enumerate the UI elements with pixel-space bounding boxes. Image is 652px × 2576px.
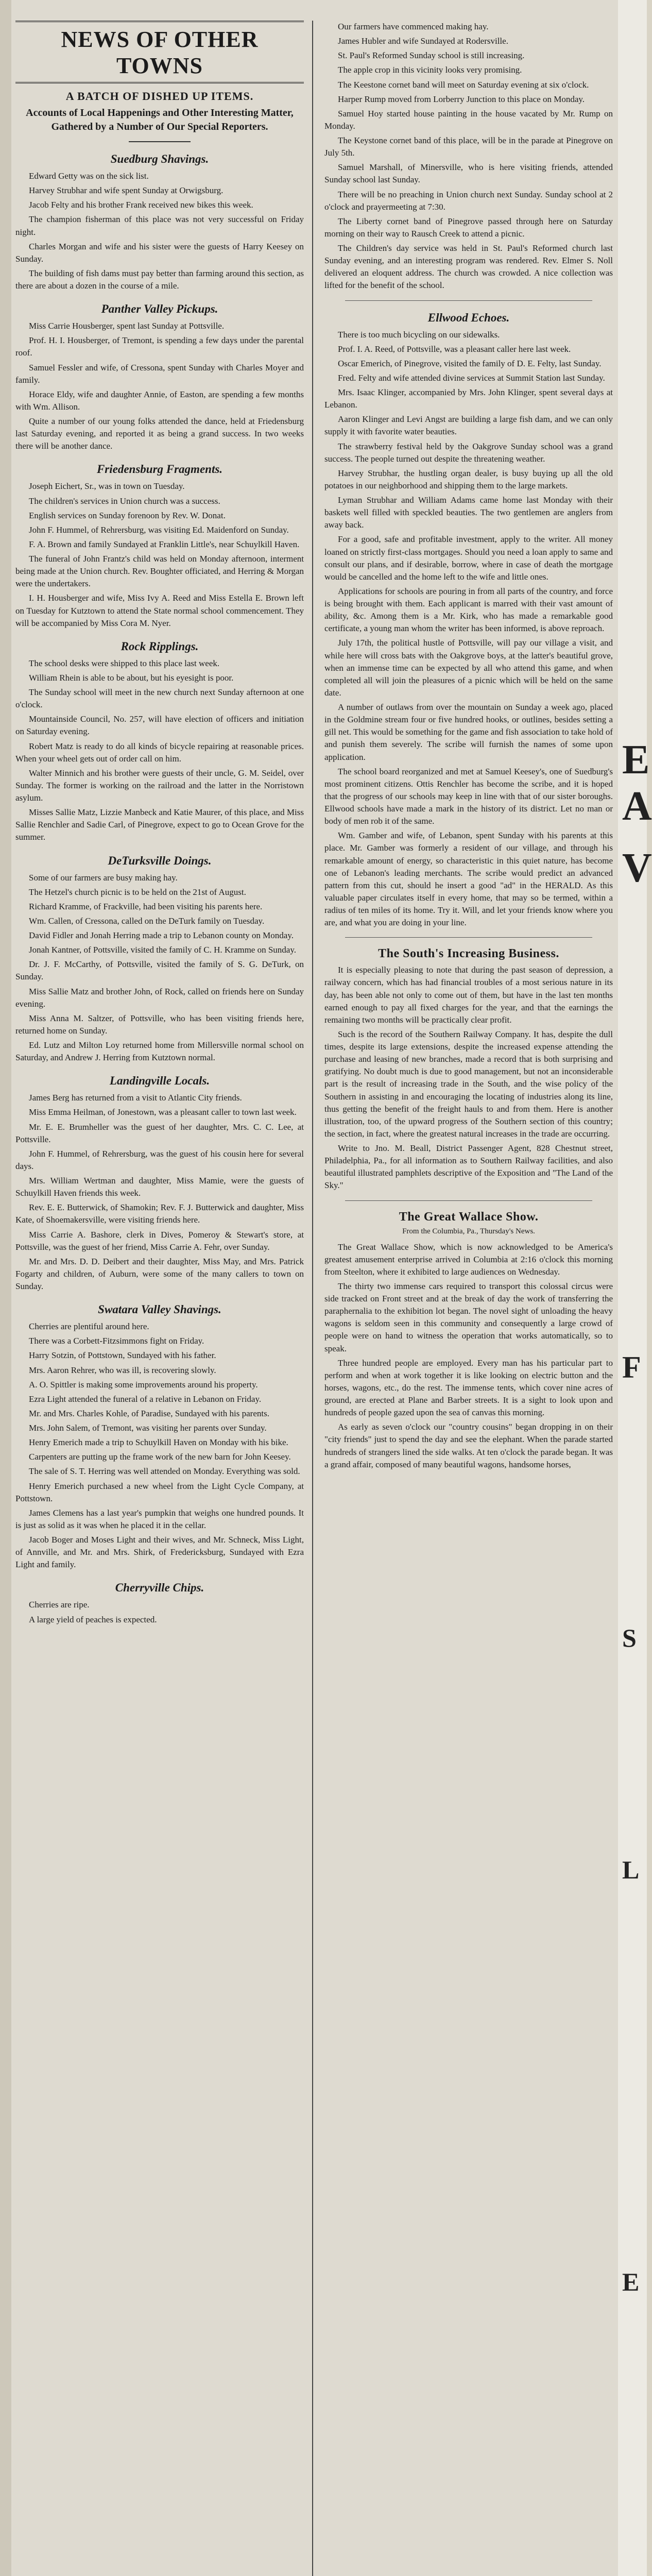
rule bbox=[345, 937, 592, 938]
news-item: Wm. Callen, of Cressona, called on the DeTurk family on Tuesday. bbox=[29, 916, 265, 926]
news-item: Ed. Lutz and Milton Loy returned home from Millersville normal school on Saturday, and Andrew J. Herring from Kutztown normal. bbox=[15, 1040, 304, 1063]
news-item: Samuel Fessler and wife, of Cressona, spent Sunday with Charles Moyer and family. bbox=[15, 362, 304, 385]
news-item: A number of outlaws from over the mountain on Sunday a week ago, placed in the Goldmine stream four or five hundred hooks, or outlines, besides setting a gill net. This would be something for the game and fish association to take hold of and punish them severely. The scribe will furnish the names of some upon application. bbox=[324, 702, 613, 762]
news-item: Harper Rump moved from Lorberry Junction to this place on Monday. bbox=[338, 94, 585, 104]
news-item: Mrs. William Wertman and daughter, Miss Mamie, were the guests of Schuylkill Haven friends this week. bbox=[15, 1176, 304, 1198]
news-item: Fred. Felty and wife attended divine services at Summit Station last Sunday. bbox=[338, 372, 605, 383]
lead-items bbox=[324, 21, 613, 292]
news-item: Charles Morgan and wife and his sister were the guests of Harry Keesey on Sunday. bbox=[15, 241, 304, 264]
news-item: Mrs. Aaron Rehrer, who was ill, is recovering slowly. bbox=[29, 1365, 216, 1375]
adjacent-clipping-edge bbox=[618, 0, 652, 2576]
headline-south: The South's Increasing Business. bbox=[378, 947, 559, 961]
south-items bbox=[324, 964, 613, 1192]
news-item: St. Paul's Reformed Sunday school is still increasing. bbox=[338, 50, 525, 61]
section-title: DeTurksville Doings. bbox=[108, 854, 212, 867]
headline-wallace: The Great Wallace Show. bbox=[399, 1210, 539, 1224]
news-item: Edward Getty was on the sick list. bbox=[29, 171, 149, 181]
news-item: Ezra Light attended the funeral of a relative in Lebanon on Friday. bbox=[29, 1394, 262, 1404]
section-title: Friedensburg Fragments. bbox=[96, 463, 223, 476]
news-item: Mountainside Council, No. 257, will have election of officers and initiation on Saturday evening. bbox=[15, 714, 304, 737]
news-item: The Keestone cornet band will meet on Saturday evening at six o'clock. bbox=[338, 79, 589, 90]
news-item: Harvey Strubhar, the hustling organ dealer, is busy buying up all the old potatoes in our neighborhood and shipping them to the large markets. bbox=[324, 468, 613, 490]
masthead bbox=[15, 21, 304, 83]
news-item: The Keystone cornet band of this place, will be in the parade at Pinegrove on July 5th. bbox=[324, 135, 613, 158]
news-item: Joseph Eichert, Sr., was in town on Tuesday. bbox=[29, 481, 185, 492]
rule bbox=[345, 300, 592, 301]
column-right bbox=[324, 21, 613, 1473]
subhead: A BATCH OF DISHED UP ITEMS. bbox=[65, 90, 254, 103]
news-item: F. A. Brown and family Sundayed at Franklin Little's, near Schuylkill Haven. bbox=[29, 539, 300, 549]
edge-fragment: V bbox=[622, 845, 652, 891]
news-item: Henry Emerich made a trip to Schuylkill Haven on Monday with his bike. bbox=[29, 1437, 288, 1448]
news-item: James Berg has returned from a visit to Atlantic City friends. bbox=[29, 1093, 242, 1103]
news-item: Oscar Emerich, of Pinegrove, visited the family of D. E. Felty, last Sunday. bbox=[338, 358, 602, 368]
news-item: The strawberry festival held by the Oakgrove Sunday school was a grand success. The people turned out despite the threatening weather. bbox=[324, 441, 613, 464]
subdeck-wallace: From the Columbia, Pa., Thursday's News. bbox=[402, 1227, 535, 1235]
news-item: Samuel Hoy started house painting in the house vacated by Mr. Rump on Monday. bbox=[324, 108, 613, 131]
news-item: The funeral of John Frantz's child was held on Monday afternoon, interment being made at the Union church. Rev. Boughter officiated, and Herring & Morgan were the undertakers. bbox=[15, 554, 304, 589]
news-item: Robert Matz is ready to do all kinds of bicycle repairing at reasonable prices. When your wheel gets out of order call on him. bbox=[15, 741, 304, 764]
news-item: It is especially pleasing to note that during the past season of depression, a railway concern, which has had financial troubles of a most serious nature in its day, has been able not only to come out of them, but have in the last ten months earned enough to pay all fixed charges for the year, and that the earnings the remaining two months will be practically clear profit. bbox=[324, 965, 613, 1025]
news-item: Samuel Marshall, of Minersville, who is here visiting friends, attended Sunday school last Sunday. bbox=[324, 162, 613, 185]
news-item: The apple crop in this vicinity looks very promising. bbox=[338, 65, 522, 75]
news-item: The sale of S. T. Herring was well attended on Monday. Everything was sold. bbox=[29, 1466, 300, 1477]
edge-fragment: F bbox=[622, 1350, 641, 1384]
edge-fragment: A bbox=[622, 784, 652, 829]
news-item: As early as seven o'clock our "country cousins" began dropping in on their "city friends" just to spend the day and see the elephant. When the parade started hundreds of strangers lined the side walks. At ten o'clock the parade began. It was a grand affair, composed of many beautiful wagons, handsome horses, bbox=[324, 1422, 613, 1469]
news-item: William Rhein is able to be about, but his eyesight is poor. bbox=[29, 672, 234, 683]
news-item: The thirty two immense cars required to transport this colossal circus were side tracked on Front street and at the break of day the work of transferring the paraphernalia to the exhibition lot began. The novel sight of unloading the heavy wagons is seldom seen in this community and consequently a large crowd of people were on hand to witness the operation that works automatically, so to speak. bbox=[324, 1281, 613, 1353]
news-item: David Fidler and Jonah Herring made a trip to Lebanon county on Monday. bbox=[29, 930, 294, 940]
masthead-title: NEWS OF OTHER TOWNS bbox=[61, 27, 259, 78]
news-item: Jacob Felty and his brother Frank received new bikes this week. bbox=[29, 200, 253, 210]
news-item: There is too much bicycling on our sidewalks. bbox=[338, 329, 500, 340]
edge-fragment: S bbox=[622, 1623, 637, 1652]
section-title: Landingville Locals. bbox=[109, 1074, 210, 1088]
page-gutter bbox=[0, 0, 11, 2576]
news-item: Prof. H. I. Housberger, of Tremont, is spending a few days under the parental roof. bbox=[15, 335, 304, 358]
edge-fragment: L bbox=[622, 1855, 640, 1884]
news-item: Mrs. Isaac Klinger, accompanied by Mrs. John Klinger, spent several days at Lebanon. bbox=[324, 387, 613, 410]
ellwood-items bbox=[324, 329, 613, 929]
wallace-items bbox=[324, 1241, 613, 1471]
news-item: Miss Emma Heilman, of Jonestown, was a pleasant caller to town last week. bbox=[29, 1107, 297, 1117]
news-item: The Sunday school will meet in the new church next Sunday afternoon at one o'clock. bbox=[15, 687, 304, 710]
news-item: Dr. J. F. McCarthy, of Pottsville, visited the family of S. G. DeTurk, on Sunday. bbox=[15, 959, 304, 982]
news-item: Misses Sallie Matz, Lizzie Manbeck and Katie Maurer, of this place, and Miss Sallie Renchler and Sadie Carl, of Pinegrove, expect to go to Ocean Grove for the summer. bbox=[15, 807, 304, 842]
news-item: Richard Kramme, of Frackville, had been visiting his parents here. bbox=[29, 901, 263, 911]
news-item: Mrs. John Salem, of Tremont, was visiting her parents over Sunday. bbox=[29, 1423, 267, 1433]
news-item: Quite a number of our young folks attended the dance, held at Friedensburg last Saturday evening, and reported it as being a grand success. In two weeks there will be another dance. bbox=[15, 416, 304, 451]
news-item: Henry Emerich purchased a new wheel from the Light Cycle Company, at Pottstown. bbox=[15, 1481, 304, 1503]
news-item: The school desks were shipped to this place last week. bbox=[29, 658, 220, 668]
section-title: Cherryville Chips. bbox=[115, 1581, 204, 1595]
news-item: Jonah Kantner, of Pottsville, visited the family of C. H. Kramme on Sunday. bbox=[29, 945, 296, 955]
news-item: Mr. and Mrs. Charles Kohle, of Paradise, Sundayed with his parents. bbox=[29, 1408, 269, 1418]
left-sections bbox=[15, 152, 304, 1626]
edge-fragment: E bbox=[622, 2267, 640, 2296]
news-item: The school board reorganized and met at Samuel Keesey's, one of Suedburg's most prominent citizens. Ottis Renchler has become the scribe, and it is hoped that the progress of our schools may keep in line with that of our sister boroughs. Ellwood schools have made a mark in the history of its district. Let no man or body of men rob it of the same. bbox=[324, 766, 613, 826]
news-item: The Hetzel's church picnic is to be held on the 21st of August. bbox=[29, 887, 246, 897]
news-item: There will be no preaching in Union church next Sunday. Sunday school at 2 o'clock and prayermeeting at 7:30. bbox=[324, 189, 613, 212]
news-item: Wm. Gamber and wife, of Lebanon, spent Sunday with his parents at this place. Mr. Gamber was formerly a resident of our village, and through his remarkable amount of energy, so characteristic in this quiet nature, has become one of Lebanon's leading merchants. The scribe would predict an advanced pattern from this cut, should he insert a good "ad" in the HERALD. As this valuable paper circulates itself in every home, that may so be termed, within a radius of ten miles of its home. Try it. Will, and let your friends know where you are, and what you are doing in your line. bbox=[324, 831, 613, 928]
news-item: Walter Minnich and his brother were guests of their uncle, G. M. Seidel, over Sunday. The former is working on the railroad and the latter in the Norristown asylum. bbox=[15, 768, 304, 803]
news-item: July 17th, the political hustle of Pottsville, will pay our village a visit, and while here will cross bats with the Oakgrove boys, at the latter's beautiful grove, when an immense time can be expected by all who attend this game, and when completed all will join the pleasures of a picnic which will be held on the same date. bbox=[324, 638, 613, 698]
news-item: A. O. Spittler is making some improvements around his property. bbox=[29, 1379, 258, 1389]
section-title: Swatara Valley Shavings. bbox=[98, 1303, 221, 1316]
rule bbox=[345, 1200, 592, 1201]
column-rule bbox=[312, 21, 313, 2576]
news-item: Write to Jno. M. Beall, District Passenger Agent, 828 Chestnut street, Philadelphia, Pa., for all information as to Southern Railway facilities, and also beautiful illustrated pamphlets descriptive of the Exposition and "The Land of the Sky." bbox=[324, 1143, 613, 1191]
section-title-ellwood: Ellwood Echoes. bbox=[427, 311, 510, 324]
section-title: Suedburg Shavings. bbox=[110, 152, 209, 165]
news-item: Prof. I. A. Reed, of Pottsville, was a pleasant caller here last week. bbox=[338, 344, 571, 354]
news-item: I. H. Housberger and wife, Miss Ivy A. Reed and Miss Estella E. Brown left on Tuesday for Kutztown to attend the State normal school commencement. They will be accompanied by Miss Cora M. Nyer. bbox=[15, 593, 304, 628]
news-item: Miss Anna M. Saltzer, of Pottsville, who has been visiting friends here, returned home on Sunday. bbox=[15, 1013, 304, 1036]
section-title: Panther Valley Pickups. bbox=[101, 302, 218, 316]
news-item: James Clemens has a last year's pumpkin that weighs one hundred pounds. It is just as solid as it was when he placed it in the cellar. bbox=[15, 1507, 304, 1530]
news-item: For a good, safe and profitable investment, apply to the writer. All money loaned on strictly first-class mortgages. Should you need a loan apply to same and consult our plans, and if desirable, borrow, where in case of death the mortgage would be cancelled and the home left to the wife and little ones. bbox=[324, 534, 613, 582]
news-item: John F. Hummel, of Rehrersburg, was visiting Ed. Maidenford on Sunday. bbox=[29, 524, 289, 535]
news-item: Cherries are ripe. bbox=[29, 1600, 90, 1610]
news-item: Mr. E. E. Brumheller was the guest of her daughter, Mrs. C. C. Lee, at Pottsville. bbox=[15, 1122, 304, 1144]
news-item: There was a Corbett-Fitzsimmons fight on Friday. bbox=[29, 1336, 204, 1346]
news-item: Aaron Klinger and Levi Angst are building a large fish dam, and we can only supply it with favorite water beauties. bbox=[324, 414, 613, 437]
news-item: Some of our farmers are busy making hay. bbox=[29, 872, 178, 883]
news-item: Applications for schools are pouring in from all parts of the country, and force is being brought with them. Each applicant is marred with their vast amount of ability, &c. Among them is a Mr. Kirk, who has made a remarkable good certificate, a young man whom the writer has been informed, is above reproach. bbox=[324, 586, 613, 634]
news-item: A large yield of peaches is expected. bbox=[29, 1614, 157, 1624]
news-item: Rev. E. E. Butterwick, of Shamokin; Rev. F. J. Butterwick and daughter, Miss Kate, of Shoemakersville, were visiting friends here. bbox=[15, 1202, 304, 1225]
news-item: Cherries are plentiful around here. bbox=[29, 1321, 149, 1332]
news-item: The Liberty cornet band of Pinegrove passed through here on Saturday morning on their way to Rausch Creek to attend a picnic. bbox=[324, 216, 613, 239]
rule bbox=[129, 141, 191, 142]
news-item: Harvey Strubhar and wife spent Sunday at Orwigsburg. bbox=[29, 185, 224, 196]
news-item: Lyman Strubhar and William Adams came home last Monday with their baskets well filled with speckled beauties. The two gentlemen are anglers from away back. bbox=[324, 495, 613, 530]
news-item: Our farmers have commenced making hay. bbox=[338, 22, 489, 31]
news-item: John F. Hummel, of Rehrersburg, was the guest of his cousin here for several days. bbox=[15, 1148, 304, 1171]
news-item: Miss Carrie A. Bashore, clerk in Dives, Pomeroy & Stewart's store, at Pottsville, was the guest of her friend, Miss Carrie A. Fehr, over Sunday. bbox=[15, 1229, 304, 1252]
news-item: The Children's day service was held in St. Paul's Reformed church last Sunday evening, and an interesting program was rendered. Rev. Elmer S. Noll delivered an eloquent address. The church was crowded. A nice collection was lifted for the benefit of the school. bbox=[324, 243, 613, 291]
news-item: The building of fish dams must pay better than farming around this section, as there are about a dozen in the course of a mile. bbox=[15, 268, 304, 291]
edge-fragment: E bbox=[622, 737, 650, 783]
news-item: The champion fisherman of this place was not very successful on Friday night. bbox=[15, 214, 304, 237]
column-left bbox=[15, 21, 304, 1628]
news-item: Harry Sotzin, of Pottstown, Sundayed with his father. bbox=[29, 1350, 216, 1361]
news-item: The children's services in Union church was a success. bbox=[29, 496, 220, 506]
news-item: Miss Sallie Matz and brother John, of Rock, called on friends here on Sunday evening. bbox=[15, 986, 304, 1009]
news-item: The Great Wallace Show, which is now acknowledged to be America's greatest amusement enterprise arrived in Columbia at 2:16 o'clock this morning from Steelton, where it exhibited to large audiences on Wednesday. bbox=[324, 1242, 613, 1277]
news-item: Horace Eldy, wife and daughter Annie, of Easton, are spending a few months with Wm. Allison. bbox=[15, 389, 304, 412]
news-item: Carpenters are putting up the frame work of the new barn for John Keesey. bbox=[29, 1452, 291, 1462]
news-item: Three hundred people are employed. Every man has his particular part to perform and when at work together it is like looking on electric button and the horses, wagons, etc., do the rest. The immense tents, which cover nine acres of ground, are erected at Plane and Barber streets. It is a sight to look upon and hundreds of people gazed upon the sea of canvas this morning. bbox=[324, 1358, 613, 1418]
news-item: Jacob Boger and Moses Light and their wives, and Mr. Schneck, Miss Light, of Annville, and Mr. and Mrs. Shirk, of Fredericksburg, Sundayed with Ezra Light and family. bbox=[15, 1535, 304, 1570]
news-item: Such is the record of the Southern Railway Company. It has, despite the dull times, despite its large extensions, despite the increased expense attending the purchase and leasing of new branches, made a record that is both surprising and gratifying. No doubt much is due to good management, but not an inconsiderable part is the result of increasing trade in the South, and the wise policy of the Southern in assisting in and encouraging the locating of industries along its line, thus getting the benefit of the freight hauls to and from them. Here is another illustration, too, of the upward progress of the Southern section of this country; the section, in fact, where the greatest natural increases in the trade are occurring. bbox=[324, 1029, 613, 1139]
news-item: James Hubler and wife Sundayed at Rodersville. bbox=[338, 36, 508, 46]
news-item: Mr. and Mrs. D. D. Deibert and their daughter, Miss May, and Mrs. Patrick Fogarty and children, of Auburn, were some of the many callers to town on Sunday. bbox=[15, 1256, 304, 1291]
section-title: Rock Ripplings. bbox=[121, 639, 199, 653]
deck: Accounts of Local Happenings and Other Interesting Matter, Gathered by a Number of Our Special Reporters. bbox=[26, 107, 294, 132]
news-item: English services on Sunday forenoon by Rev. W. Donat. bbox=[29, 510, 226, 520]
news-item: Miss Carrie Housberger, spent last Sunday at Pottsville. bbox=[29, 321, 225, 331]
